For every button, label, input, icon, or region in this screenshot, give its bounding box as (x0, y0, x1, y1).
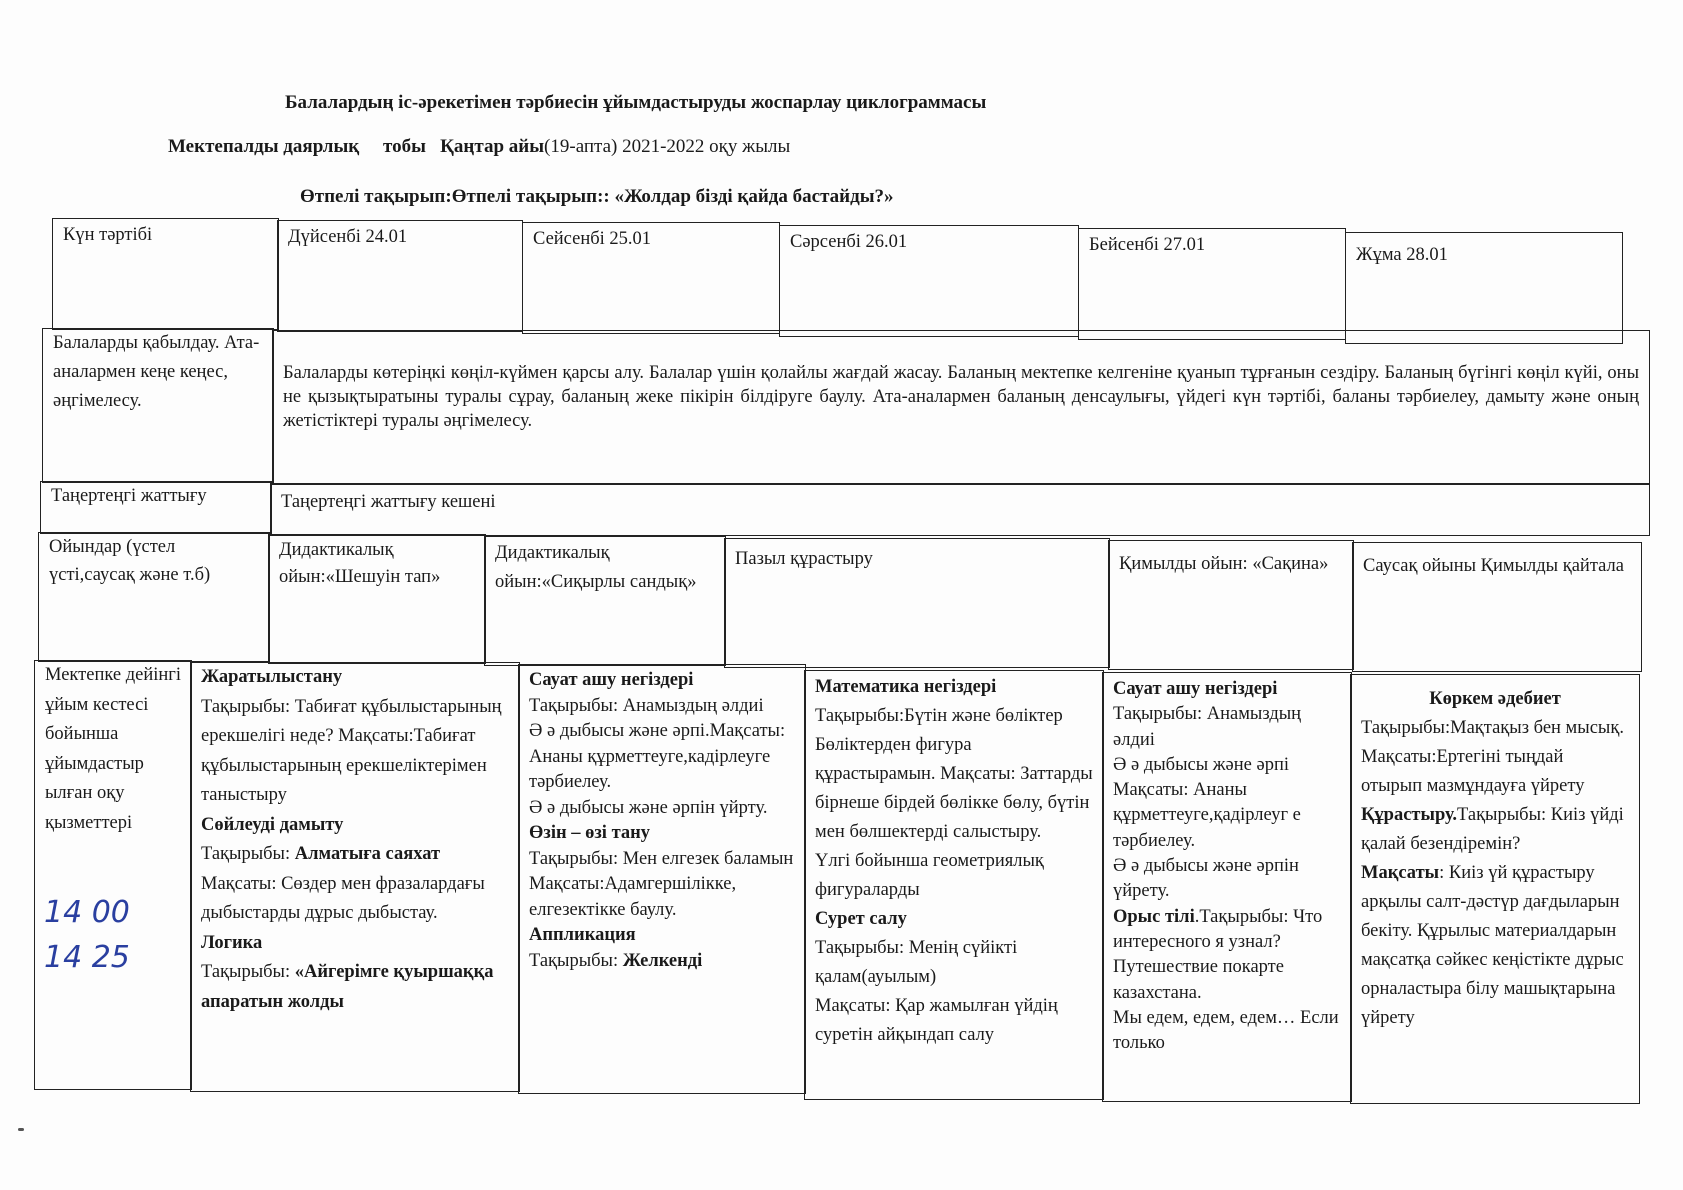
day-label: Сәрсенбі 26.01 (790, 232, 908, 252)
scan-speck (18, 1128, 24, 1131)
lesson-text: Тақырыбы: Менің сүйікті қалам(ауылым) (815, 938, 1018, 987)
lesson-line (529, 719, 795, 796)
document-title: Балалардың іс-әрекетімен тәрбиесін ұйымдастыруды жоспарлау циклограммасы (285, 92, 987, 113)
header-cell-schedule (52, 218, 279, 330)
lesson-line (1113, 753, 1341, 854)
lesson-subject: Логика (201, 932, 263, 953)
lesson-line (529, 694, 795, 720)
lesson-text: Мы едем, едем, едем… Если только (1113, 1007, 1339, 1054)
transitional-theme: Өтпелі тақырып:Өтпелі тақырып:: «Жолдар бізді қайда бастайды?» (300, 186, 894, 207)
games-tuesday-cell (484, 536, 726, 666)
morning-text-cell (270, 483, 1650, 536)
games-friday-cell (1352, 542, 1642, 672)
reception-label: Балаларды қабылдау. Ата-аналармен кеңе кеңес, әңгімелесу. (53, 333, 260, 411)
lesson-text: Тақырыбы: Анамыздың әлдиі (1113, 704, 1302, 750)
lesson-text: Тақырыбы:Мақтақыз бен мысық. Мақсаты:Ертегіні тыңдай отырып мазмұндауға үйрету (1361, 718, 1624, 796)
lesson-topic: «Айгерімге қуыршаққа апаратын жолды (201, 962, 494, 1012)
lesson-text: Ә ә дыбысы және әрпін үйрету. (1113, 856, 1299, 902)
game-text: Дидактикалық ойын:«Сиқырлы сандық» (495, 543, 697, 592)
day-label: Бейсенбі 27.01 (1089, 235, 1206, 255)
lesson-line (529, 821, 795, 847)
game-text: Саусақ ойыны Қимылды қайтала (1363, 556, 1624, 576)
header-cell-friday (1345, 232, 1623, 344)
schedule-label: Күн тәртібі (63, 225, 153, 245)
document-subtitle (168, 136, 790, 158)
morning-label: Таңертеңгі жаттығу (51, 486, 207, 506)
group-word: тобы (382, 136, 426, 157)
day-label: Жұма 28.01 (1356, 245, 1448, 265)
lesson-line (1361, 859, 1629, 1033)
lesson-text: Тақырыбы: (201, 962, 295, 982)
lesson-text: .Тақырыбы: Что интересного я узнал?Путешествие покарте казахстана. (1113, 906, 1323, 1003)
lesson-text: Ә ә дыбысы және әрпін үйрту. (529, 797, 768, 818)
lesson-line (1113, 905, 1341, 1006)
lesson-line (201, 663, 509, 693)
handwritten-time-end: 14 25 (44, 940, 130, 975)
games-label-cell (38, 532, 270, 662)
lesson-line (815, 847, 1093, 905)
lessons-wednesday-cell (804, 670, 1104, 1100)
lesson-subject: Аппликация (529, 925, 636, 945)
lesson-line (201, 811, 509, 841)
lesson-line (529, 872, 795, 923)
lesson-text: Ә ә дыбысы және әрпі Мақсаты: Ананы құрметтеуге,қадірлеуг е тәрбиелеу. (1113, 754, 1301, 851)
lesson-subject: Орыс тілі (1113, 906, 1195, 927)
lesson-line (1361, 714, 1629, 801)
header-cell-thursday (1078, 228, 1346, 340)
lesson-text: Мақсаты:Адамгершілікке, елгезектікке баулу. (529, 874, 737, 920)
lesson-line (815, 905, 1093, 934)
lesson-line (529, 847, 795, 873)
lesson-subject: Мақсаты (1361, 863, 1440, 883)
reception-text-cell (272, 330, 1650, 485)
lesson-topic: Алматыға саяхат (294, 844, 441, 864)
game-text: Қимылды ойын: «Сақина» (1119, 554, 1329, 574)
game-text: Дидактикалық ойын:«Шешуін тап» (279, 540, 441, 587)
lesson-line (1361, 801, 1629, 859)
header-cell-tuesday (522, 222, 780, 334)
game-text: Пазыл құрастыру (735, 549, 873, 569)
lesson-text: Ә ә дыбысы және әрпі.Мақсаты: Ананы құрметтеуге,кадірлеуге тәрбиелеу. (529, 721, 786, 792)
month: Қаңтар айы (440, 136, 545, 157)
group-label: Мектепалды даярлық (168, 136, 360, 157)
lesson-subject: Көркем әдебиет (1429, 689, 1561, 709)
lesson-subject: Құрастыру. (1361, 805, 1458, 825)
lesson-topic: Желкенді (622, 950, 703, 971)
lesson-subject: Сөйлеуді дамыту (201, 814, 344, 835)
lesson-line (529, 796, 795, 822)
games-monday-cell (268, 534, 486, 664)
day-label: Дүйсенбі 24.01 (288, 227, 408, 247)
day-label: Сейсенбі 25.01 (533, 229, 652, 249)
lesson-line (529, 668, 795, 694)
lesson-subject: Жаратылыстану (201, 667, 343, 687)
lesson-line (1361, 685, 1629, 714)
lesson-line (529, 949, 795, 975)
lesson-text: Мақсаты: Қар жамылған үйдің суретін айқындап салу (815, 996, 1058, 1045)
header-cell-monday (277, 220, 523, 332)
week-year: (19-апта) 2021-2022 оқу жылы (544, 136, 791, 157)
lesson-line (1113, 677, 1341, 702)
morning-label-cell (40, 481, 272, 534)
lesson-line (201, 840, 509, 870)
lesson-line (1113, 702, 1341, 753)
games-label: Ойындар (үстел үсті,саусақ және т.б) (49, 537, 211, 585)
lesson-line (815, 992, 1093, 1050)
lessons-monday-cell (190, 662, 520, 1092)
lesson-subject: Математика негіздері (815, 677, 997, 697)
lesson-subject: Сауат ашу негіздері (529, 670, 694, 690)
lesson-text: : Киіз үй құрастыру арқылы салт-дәстүр дағдыларын бекіту. Құрылыс материалдарын мақсатқа сәйкес кеңістікте дұрыс орналастыра білу машықтарына үйрету (1361, 863, 1624, 1028)
lesson-text: Тақырыбы: Анамыздың әлдиі (529, 695, 764, 716)
header-cell-wednesday (779, 225, 1079, 337)
games-wednesday-cell (724, 538, 1110, 668)
lesson-text: Мақсаты: Сөздер мен фразалардағы дыбыстарды дұрыс дыбыстау. (201, 873, 485, 923)
lesson-subject: Сурет салу (815, 909, 907, 929)
lessons-tuesday-cell (518, 664, 806, 1094)
lesson-line (1113, 1006, 1341, 1057)
lesson-text: Тақырыбы:Бүтін және бөліктер Бөліктерден фигура құрастырамын. Мақсаты: Заттарды бірнеше бірдей бөлікке бөлу, бүтін мен бөлшектерді салыстыру. (815, 706, 1093, 842)
lesson-subject: Сауат ашу негіздері (1113, 679, 1278, 699)
lesson-line (815, 673, 1093, 702)
lesson-text: Тақырыбы: Табиғат құбылыстарының ерекшелігі неде? Мақсаты:Табиғат құбылыстарының ерекшеліктерімен таныстыру (201, 696, 502, 805)
lesson-line (815, 702, 1093, 847)
handwritten-time-start: 14 00 (44, 895, 130, 930)
lesson-line (201, 870, 509, 929)
lesson-text: Үлгі бойынша геометриялық фигураларды (815, 851, 1044, 900)
lessons-friday-cell (1350, 674, 1640, 1104)
lesson-text: Тақырыбы: Мен елгезек баламын (529, 848, 794, 869)
reception-label-cell (42, 328, 274, 483)
lessons-label-cell (34, 660, 192, 1090)
lesson-line (815, 934, 1093, 992)
morning-text: Таңертеңгі жаттығу кешені (281, 492, 496, 512)
lessons-thursday-cell (1102, 672, 1352, 1102)
lesson-line (201, 929, 509, 959)
lesson-text: Тақырыбы: (201, 844, 295, 864)
games-thursday-cell (1108, 540, 1354, 670)
lesson-line (201, 958, 509, 1017)
lesson-subject: Өзін – өзі тану (529, 823, 651, 843)
lesson-line (201, 693, 509, 811)
reception-text: Балаларды көтеріңкі көңіл-күймен қарсы алу. Балалар үшін қолайлы жағдай жасау. Баланың мектепке келгеніне қуанып тұрғанын сездіру. Баланың бүгінгі көңіл күйі, оны не қызықтыратыны туралы сұрау, баланың жеке пікірін білдіруге баулу. Ата-аналармен баланың денсаулығы, үйдегі күн тәртібі, баланы тәрбиелеу, дамыту және оның жетістіктері туралы әңгімелесу. (283, 363, 1639, 431)
lessons-label: Мектепке дейінгі ұйым кестесі бойынша ұйымдастыр ылған оқу қызметтері (45, 665, 182, 833)
lesson-line (1113, 854, 1341, 905)
lesson-text: Тақырыбы: Киіз үйді қалай безендіремін? (1361, 805, 1624, 854)
lesson-text: Тақырыбы: (529, 950, 623, 971)
lesson-line (529, 923, 795, 949)
